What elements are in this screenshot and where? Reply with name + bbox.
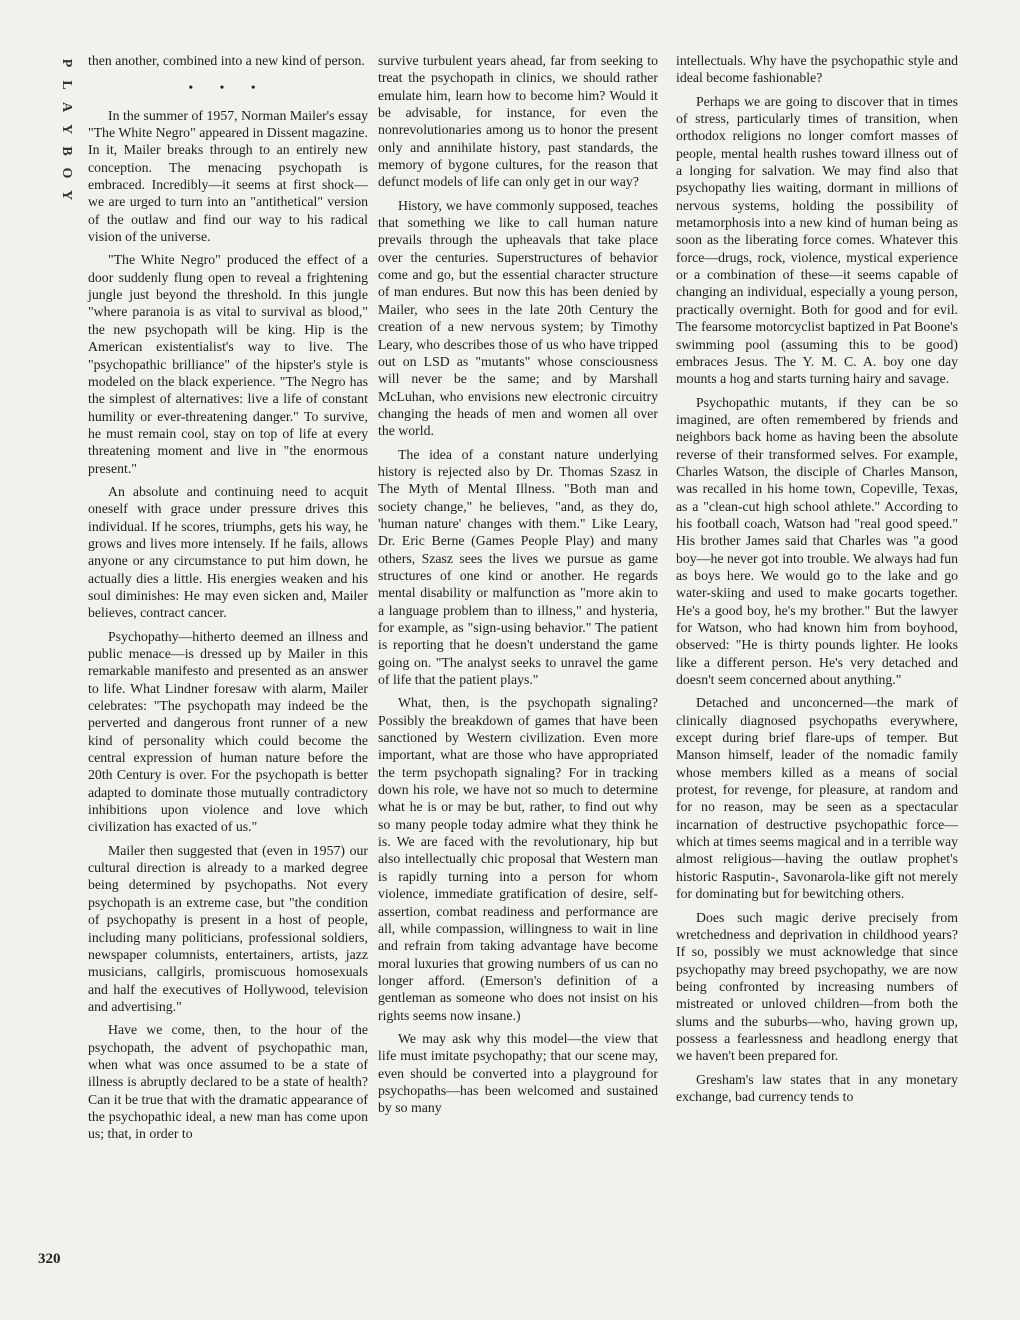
spine-letter: P: [59, 58, 74, 68]
article-column-3: [676, 52, 958, 1105]
spine-letter: O: [59, 167, 74, 179]
paragraph: History, we have commonly supposed, teaches that something we like to call human nature prevails through the upheavals that take place over the centuries. Superstructures of behavior come and go, but the essential character structure of man endures. But now this has been denied by Mailer, who sees in the late 20th Century the creation of a new nervous system; by Timothy Leary, who describes those of us who have tripped out on LSD as "mutants" whose consciousness will never be the same; and by Marshall McLuhan, who envisions new electronic circuitry changing the heads of men and women all over the world.: [378, 197, 658, 439]
paragraph: Gresham's law states that in any monetary exchange, bad currency tends to: [676, 1071, 958, 1104]
paragraph: Mailer then suggested that (even in 1957) our cultural direction is already to a marked degree being determined by psychopaths. Not every psychopath is an extreme case, but "the condition of psychopathy is present in a host of people, including many politicians, professional soldiers, newspaper columnists, entertainers, artists, jazz musicians, callgirls, promiscuous homosexuals and half the executives of Hollywood, television and advertising.": [88, 842, 368, 1014]
article-column-1: [88, 52, 368, 1143]
paragraph: Does such magic derive precisely from wretchedness and deprivation in childhood years? If so, possibly we must acknowledge that since psychopathy may breed psychopathy, we are now being confronted by increasing numbers of mistreated or unloved children—from both the slums and the suburbs—who, having grown up, possess a fearlessness and headlong energy that we haven't been prepared for.: [676, 909, 958, 1064]
spine-letter: A: [59, 101, 74, 113]
paragraph: Perhaps we are going to discover that in times of stress, particularly times of transition, when orthodox religions no longer comfort masses of people, mental health rushes toward illness out of a longing for salvation. We may find also that psychopathy lies waiting, dormant in millions of nervous systems, holding the possibility of metamorphosis into a new kind of human being as soon as the liberating force comes. Whatever this force—drugs, rock, violence, mystical experience or a combination of these—it seems capable of changing an individual, especially a young person, practically overnight. Both for good and for evil. The fearsome motorcyclist baptized in Pat Boone's swimming pool (assuming this to be good) embraces Jesus. The Y. M. C. A. boy one day mounts a hog and starts turning hairy and savage.: [676, 93, 958, 387]
spine-letter: B: [59, 146, 74, 156]
spine-letter: Y: [59, 123, 74, 135]
page-number: 320: [38, 1251, 61, 1267]
paragraph: Have we come, then, to the hour of the psychopath, the advent of psychopathic man, when what was once assumed to be a state of illness is abruptly declared to be a state of health? Can it be true that with the dramatic appearance of the psychopathic ideal, a new man has come upon us; that, in order to: [88, 1022, 368, 1142]
paragraph: In the summer of 1957, Norman Mailer's essay "The White Negro" appeared in Dissent magazine. In it, Mailer breaks through to an entirely new conception. The menacing psychopath is embraced. Incredibly—it seems at first shock—we are urged to turn into an "antithetical" version of the outlaw and find our way to his radical vision of the universe.: [88, 107, 368, 245]
section-separator: • • •: [188, 80, 268, 95]
paragraph: "The White Negro" produced the effect of a door suddenly flung open to reveal a frightening jungle just beyond the threshold. In this jungle "where paranoia is as vital to survival as blood," the new psychopath will be king. Hip is the American existentialist's way to live. The "psychopathic brilliance" of the hipster's style is modeled on the black experience. "The Negro has the simplest of alternatives: live a life of constant humility or ever-threatening danger." To survive, he must remain cool, stay on top of life at every threatening moment and live in "the enormous present.": [88, 252, 368, 476]
paragraph: The idea of a constant nature underlying history is rejected also by Dr. Thomas Szasz in The Myth of Mental Illness. "Both man and society change," he believes, "and, as they do, 'human nature' changes with them." Like Leary, Dr. Eric Berne (Games People Play) and many others, Szasz sees the lives we pursue as game structures of one kind or another. He regards mental disability or malfunction as "more akin to a language problem than to illness," and hysteria, for example, as "sign-using behavior." The patient is reporting that he doesn't understand the game going on. "The analyst seeks to unravel the game of life that the patient plays.": [378, 446, 658, 688]
paragraph: Psychopathic mutants, if they can be so imagined, are often remembered by friends and neighbors back home as having been the absolute reverse of their transformed selves. For example, Charles Watson, the disciple of Charles Manson, was recalled in his home town, Copeville, Texas, as a "clean-cut high school athlete." According to his football coach, Watson had "real good speed." His brother James said that Charles was "a good boy—he never got into trouble. We always had fun as boys here. We would go to the lake and go water-skiing and used to make gocarts together. He's a good boy, he's my brother." But the lawyer for Watson, who had known him from boyhood, observed: "He is thirty pounds lighter. He looks like a different person. He's very detached and doesn't seem concerned about anything.": [676, 394, 958, 688]
spine-letter: Y: [59, 189, 74, 201]
paragraph: survive turbulent years ahead, far from seeking to treat the psychopath in clinics, we should rather emulate him, learn how to become him? Would it be advisable, for instance, for even the nonrevolutionaries among us to honor the present only and annihilate history, past standards, the memory of bygone cultures, for the reason that defunct models of life can only get in our way?: [378, 53, 658, 190]
paragraph: Detached and unconcerned—the mark of clinically diagnosed psychopaths everywhere, except during brief flare-ups of temper. But Manson himself, leader of the nomadic family whose members killed as a means of social protest, for revenge, for pleasure, at random and for no reason, may be seen as a spectacular incarnation of destructive psychopathic force—which at times seems magical and in a terrible way almost religious—having the outlaw prophet's historic Rasputin-, Savonarola-like gift not merely for dominating but for bewitching others.: [676, 695, 958, 902]
paragraph: then another, combined into a new kind of person.: [88, 53, 365, 68]
paragraph: We may ask why this model—the view that life must imitate psychopathy; that our scene may, even should be converted into a playground for psychopaths—has been welcomed and sustained by so many: [378, 1030, 658, 1116]
paragraph: intellectuals. Why have the psychopathic style and ideal become fashionable?: [676, 53, 958, 86]
paragraph: Psychopathy—hitherto deemed an illness and public menace—is dressed up by Mailer in this remarkable manifesto and presented as an answer to life. What Lindner foresaw with alarm, Mailer celebrates: "The psychopath may indeed be the perverted and dangerous front runner of a new kind of personality which could become the central expression of human nature before the 20th Century is over. For the psychopath is better adapted to dominate those mutually contradictory inhibitions upon violence and love which civilization has exacted of us.": [88, 628, 368, 835]
spine-letter: L: [59, 80, 74, 90]
article-column-2: [378, 52, 658, 1117]
magazine-spine-title: [56, 52, 76, 206]
paragraph: An absolute and continuing need to acquit oneself with grace under pressure drives this individual. If he scores, triumphs, gets his way, he grows and lives more intensely. If he fails, allows anyone or any circumstance to put him down, he actually dies a little. His energies weaken and his soul diminishes: He may even sicken and, Mailer believes, contract cancer.: [88, 483, 368, 621]
paragraph: What, then, is the psychopath signaling? Possibly the breakdown of games that have been sanctioned by Western civilization. Even more important, what are those who have appropriated the term psychopath signaling? For in tracking down his role, we have not so much to determine what he is or may be but, rather, to find out why so many people today admire what they think he is. We are faced with the revolutionary, hip but also intellectually chic proposal that Western man is rapidly turning into a person for whom violence, immediate gratification of desire, self-assertion, combat readiness and performance are all, while compassion, willingness to wait in line and refrain from taking advantage have become moral luxuries that growing numbers of us can no longer afford. (Emerson's definition of a gentleman as someone who does not insist on his rights seems now insane.): [378, 695, 658, 1023]
